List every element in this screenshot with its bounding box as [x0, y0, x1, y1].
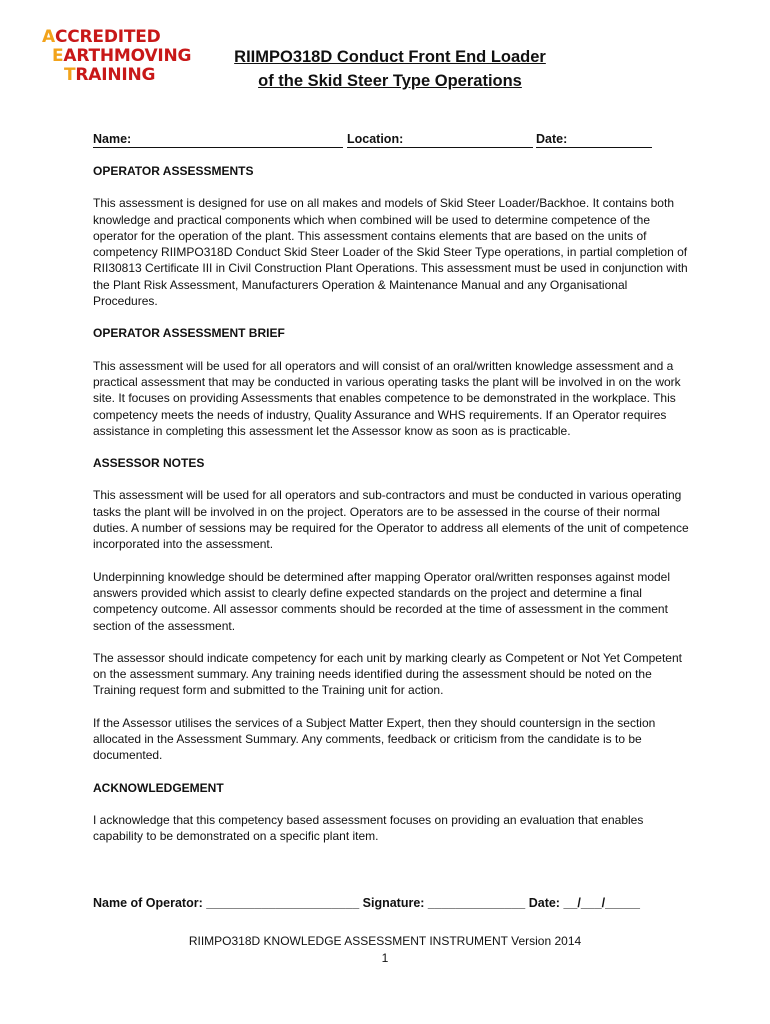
footer-document-id: RIIMPO318D KNOWLEDGE ASSESSMENT INSTRUMENT Version 2014	[188, 934, 582, 948]
date-label: Date:	[536, 132, 568, 146]
title-line-2: of the Skid Steer Type Operations	[258, 72, 522, 90]
logo-line-3: TRAINING	[64, 65, 156, 85]
assessor-notes-heading: ASSESSOR NOTES	[93, 456, 205, 471]
header-fields	[93, 131, 653, 149]
acknowledgement-heading: ACKNOWLEDGEMENT	[93, 780, 224, 795]
document-title	[200, 45, 580, 93]
name-field[interactable]	[93, 131, 343, 148]
page-footer	[0, 933, 770, 967]
logo-line-1: ACCREDITED	[42, 27, 161, 47]
document-body	[93, 163, 693, 861]
page-number: 1	[381, 951, 389, 965]
operator-signature-row[interactable]: Name of Operator: ______________________ Signature: ______________ Date: __/___/_____	[93, 896, 640, 910]
assessor-notes-paragraph-3: The assessor should indicate competency for each unit by marking clearly as Competent or Not Yet Competent on the assessment summary. Any training needs identified during the assessment should be noted on the Training request form and submitted to the Training unit for action.	[93, 650, 682, 698]
name-label: Name:	[93, 132, 132, 146]
assessment-brief-heading: OPERATOR ASSESSMENT BRIEF	[93, 326, 285, 341]
assessor-notes-paragraph-1: This assessment will be used for all operators and sub-contractors and must be conducted in various operating tasks the plant will be involved in on the project. Operators are to be assessed in the course of their normal duties. A number of sessions may be required for the Operator to address all elements of the unit of competence incorporated into the assessment.	[93, 488, 689, 552]
location-field[interactable]	[347, 131, 533, 148]
company-logo	[42, 28, 212, 85]
logo-line-2: EARTHMOVING	[52, 46, 192, 66]
operator-assessments-heading: OPERATOR ASSESSMENTS	[93, 164, 254, 178]
assessment-brief-paragraph: This assessment will be used for all operators and will consist of an oral/written knowledge assessment and a practical assessment that may be conducted in various operating tasks the plant will be involved in on the work site. It focuses on providing Assessments that enables competence to be demonstrated in the workplace. This competency meets the needs of industry, Quality Assurance and WHS requirements. If an Operator requires assistance in completing this assessment let the Assessor know as soon as is practicable.	[93, 358, 681, 438]
acknowledgement-paragraph: I acknowledge that this competency based assessment focuses on providing an evaluation that enables capability to be demonstrated on a specific plant item.	[93, 812, 644, 844]
assessor-notes-paragraph-2: Underpinning knowledge should be determined after mapping Operator oral/written responses against model answers provided which assist to clearly define expected standards on the project and determine a final competency outcome. All assessor comments should be recorded at the time of assessment in the comment section of the assessment.	[93, 569, 671, 633]
title-line-1: RIIMPO318D Conduct Front End Loader	[234, 48, 546, 66]
operator-assessments-paragraph: This assessment is designed for use on all makes and models of Skid Steer Loader/Backhoe. It contains both knowledge and practical components which when combined will be used to determine competence of the operator for the operation of the plant. This assessment contains elements that are based on the units of competency RIIMPO318D Conduct Skid Steer Loader of the Skid Steer Type operations, in partial completion of RII30813 Certificate III in Civil Construction Plant Operations. This assessment must be used in conjunction with the Plant Risk Assessment, Manufacturers Operation & Maintenance Manual and any Organisational Procedures.	[93, 196, 688, 309]
assessor-notes-paragraph-4: If the Assessor utilises the services of a Subject Matter Expert, then they should countersign in the section allocated in the Assessment Summary. Any comments, feedback or criticism from the candidate is to be documented.	[93, 715, 656, 763]
location-label: Location:	[347, 132, 404, 146]
date-field[interactable]	[536, 131, 652, 148]
